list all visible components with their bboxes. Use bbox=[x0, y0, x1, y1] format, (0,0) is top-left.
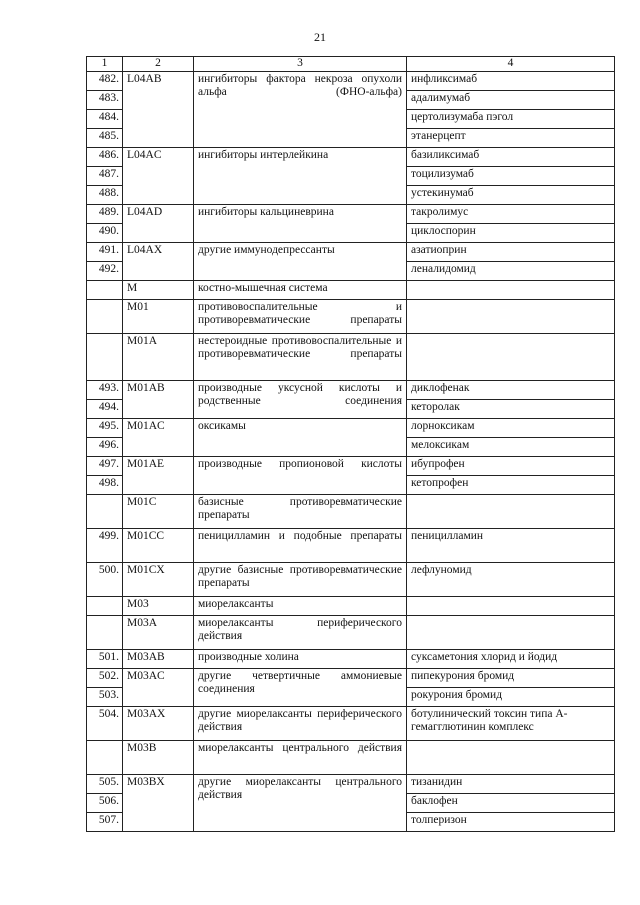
drug-name: ботулинический токсин типа А-гемагглютинин комплекс bbox=[407, 707, 615, 741]
column-header-1: 1 bbox=[87, 57, 123, 72]
row-number: 503. bbox=[87, 688, 123, 707]
column-header-3: 3 bbox=[194, 57, 407, 72]
atc-code: M03A bbox=[123, 616, 194, 650]
drug-name: лорноксикам bbox=[407, 419, 615, 438]
row-number: 501. bbox=[87, 650, 123, 669]
row-number: 504. bbox=[87, 707, 123, 741]
atc-code: M01AE bbox=[123, 457, 194, 495]
atc-code: L04AC bbox=[123, 148, 194, 205]
table-header-row bbox=[87, 57, 615, 72]
table-row bbox=[87, 741, 615, 775]
drug-name bbox=[407, 495, 615, 529]
table-header bbox=[87, 57, 615, 72]
row-number: 497. bbox=[87, 457, 123, 476]
row-number bbox=[87, 281, 123, 300]
group-name: другие базисные противоревматические препараты bbox=[194, 563, 407, 597]
drug-name: ибупрофен bbox=[407, 457, 615, 476]
row-number: 500. bbox=[87, 563, 123, 597]
drug-name: пеницилламин bbox=[407, 529, 615, 563]
atc-code: M01CC bbox=[123, 529, 194, 563]
drug-name: цертолизумаба пэгол bbox=[407, 110, 615, 129]
row-number bbox=[87, 597, 123, 616]
drug-name bbox=[407, 281, 615, 300]
row-number: 494. bbox=[87, 400, 123, 419]
atc-code: L04AD bbox=[123, 205, 194, 243]
atc-code: M01A bbox=[123, 334, 194, 381]
drug-name: мелоксикам bbox=[407, 438, 615, 457]
table-row bbox=[87, 205, 615, 224]
row-number bbox=[87, 300, 123, 334]
table-row bbox=[87, 148, 615, 167]
table-row bbox=[87, 529, 615, 563]
row-number: 492. bbox=[87, 262, 123, 281]
atc-code: M03AC bbox=[123, 669, 194, 707]
row-number: 502. bbox=[87, 669, 123, 688]
table-row bbox=[87, 419, 615, 438]
table-row bbox=[87, 300, 615, 334]
row-number: 483. bbox=[87, 91, 123, 110]
group-name: другие миорелаксанты периферического действия bbox=[194, 707, 407, 741]
row-number: 507. bbox=[87, 813, 123, 832]
atc-code: M01C bbox=[123, 495, 194, 529]
table-row bbox=[87, 616, 615, 650]
drug-name: кетопрофен bbox=[407, 476, 615, 495]
drug-name: азатиоприн bbox=[407, 243, 615, 262]
row-number: 484. bbox=[87, 110, 123, 129]
drug-name: леналидомид bbox=[407, 262, 615, 281]
group-name: миорелаксанты периферического действия bbox=[194, 616, 407, 650]
row-number: 487. bbox=[87, 167, 123, 186]
drug-name: такролимус bbox=[407, 205, 615, 224]
table-row bbox=[87, 72, 615, 91]
group-name: нестероидные противовоспалительные и противоревматические препараты bbox=[194, 334, 407, 381]
atc-code: M03AB bbox=[123, 650, 194, 669]
drug-name: тоцилизумаб bbox=[407, 167, 615, 186]
atc-code: M01AB bbox=[123, 381, 194, 419]
atc-code: M01AC bbox=[123, 419, 194, 457]
atc-code: M03AX bbox=[123, 707, 194, 741]
group-name: миорелаксанты bbox=[194, 597, 407, 616]
drug-name bbox=[407, 741, 615, 775]
row-number bbox=[87, 741, 123, 775]
group-name: производные уксусной кислоты и родственные соединения bbox=[194, 381, 407, 419]
row-number: 499. bbox=[87, 529, 123, 563]
drug-name: лефлуномид bbox=[407, 563, 615, 597]
drug-name bbox=[407, 616, 615, 650]
table-row bbox=[87, 650, 615, 669]
row-number: 486. bbox=[87, 148, 123, 167]
group-name: противовоспалительные и противоревматические препараты bbox=[194, 300, 407, 334]
table-row bbox=[87, 707, 615, 741]
row-number bbox=[87, 495, 123, 529]
row-number: 505. bbox=[87, 775, 123, 794]
drug-name: адалимумаб bbox=[407, 91, 615, 110]
column-header-2: 2 bbox=[123, 57, 194, 72]
drug-name: этанерцепт bbox=[407, 129, 615, 148]
drug-name: базиликсимаб bbox=[407, 148, 615, 167]
atc-code: M03 bbox=[123, 597, 194, 616]
atc-code: L04AB bbox=[123, 72, 194, 148]
page-number: 21 bbox=[314, 30, 326, 44]
drug-name: толперизон bbox=[407, 813, 615, 832]
table-row bbox=[87, 563, 615, 597]
group-name: костно-мышечная система bbox=[194, 281, 407, 300]
row-number: 506. bbox=[87, 794, 123, 813]
row-number bbox=[87, 334, 123, 381]
drug-name: тизанидин bbox=[407, 775, 615, 794]
group-name: миорелаксанты центрального действия bbox=[194, 741, 407, 775]
atc-code: M03B bbox=[123, 741, 194, 775]
row-number: 498. bbox=[87, 476, 123, 495]
row-number: 491. bbox=[87, 243, 123, 262]
atc-code: M03BX bbox=[123, 775, 194, 832]
table-row bbox=[87, 669, 615, 688]
drug-name: циклоспорин bbox=[407, 224, 615, 243]
atc-code: M bbox=[123, 281, 194, 300]
group-name: ингибиторы фактора некроза опухоли альфа (ФНО-альфа) bbox=[194, 72, 407, 148]
drug-name: устекинумаб bbox=[407, 186, 615, 205]
atc-code: M01 bbox=[123, 300, 194, 334]
group-name: пеницилламин и подобные препараты bbox=[194, 529, 407, 563]
table-body bbox=[87, 72, 615, 832]
group-name: ингибиторы интерлейкина bbox=[194, 148, 407, 205]
atc-code: L04AX bbox=[123, 243, 194, 281]
row-number: 496. bbox=[87, 438, 123, 457]
group-name: производные холина bbox=[194, 650, 407, 669]
column-header-4: 4 bbox=[407, 57, 615, 72]
drug-name: пипекурония бромид bbox=[407, 669, 615, 688]
group-name: оксикамы bbox=[194, 419, 407, 457]
row-number: 493. bbox=[87, 381, 123, 400]
table-row bbox=[87, 457, 615, 476]
drug-name: инфликсимаб bbox=[407, 72, 615, 91]
group-name: производные пропионовой кислоты bbox=[194, 457, 407, 495]
row-number: 495. bbox=[87, 419, 123, 438]
drug-name: диклофенак bbox=[407, 381, 615, 400]
row-number: 490. bbox=[87, 224, 123, 243]
atc-code: M01CX bbox=[123, 563, 194, 597]
group-name: другие четвертичные аммониевые соединения bbox=[194, 669, 407, 707]
table-row bbox=[87, 597, 615, 616]
row-number: 485. bbox=[87, 129, 123, 148]
table-row bbox=[87, 381, 615, 400]
row-number bbox=[87, 616, 123, 650]
group-name: базисные противоревматические препараты bbox=[194, 495, 407, 529]
table-row bbox=[87, 281, 615, 300]
drug-name bbox=[407, 300, 615, 334]
group-name: ингибиторы кальциневрина bbox=[194, 205, 407, 243]
medication-table bbox=[86, 56, 615, 832]
table-row bbox=[87, 243, 615, 262]
drug-name: баклофен bbox=[407, 794, 615, 813]
drug-name bbox=[407, 334, 615, 381]
drug-name bbox=[407, 597, 615, 616]
group-name: другие иммунодепрессанты bbox=[194, 243, 407, 281]
table-row bbox=[87, 334, 615, 381]
drug-name: суксаметония хлорид и йодид bbox=[407, 650, 615, 669]
row-number: 489. bbox=[87, 205, 123, 224]
row-number: 488. bbox=[87, 186, 123, 205]
drug-name: кеторолак bbox=[407, 400, 615, 419]
table-row bbox=[87, 495, 615, 529]
table-row bbox=[87, 775, 615, 794]
drug-name: рокурония бромид bbox=[407, 688, 615, 707]
row-number: 482. bbox=[87, 72, 123, 91]
group-name: другие миорелаксанты центрального действия bbox=[194, 775, 407, 832]
